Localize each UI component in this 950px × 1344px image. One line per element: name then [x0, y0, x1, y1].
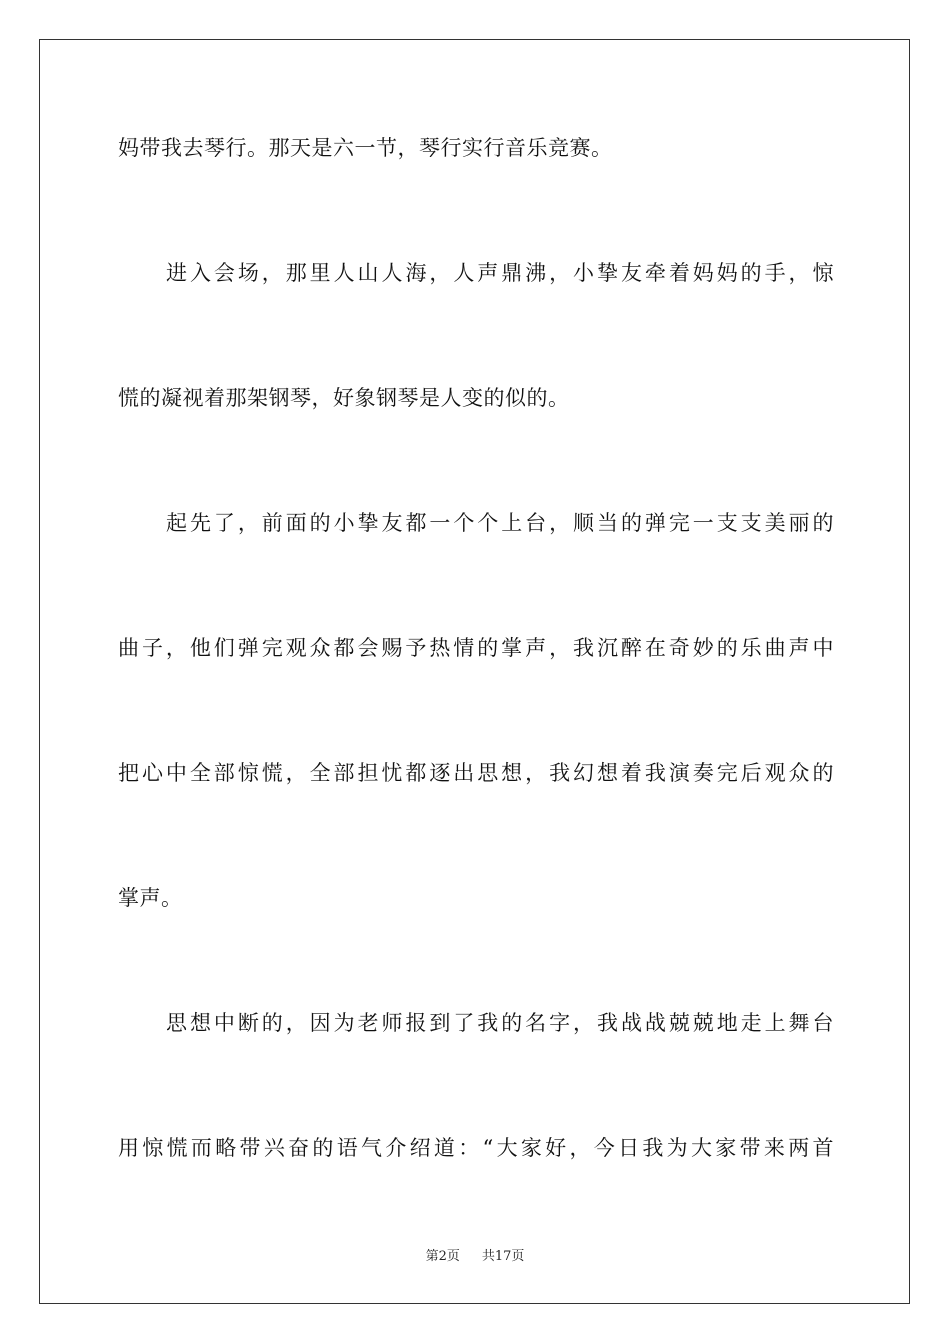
text-line-5: 曲子，他们弹完观众都会赐予热情的掌声，我沉醉在奇妙的乐曲声中 — [118, 636, 834, 660]
text-line-8: 思想中断的，因为老师报到了我的名字，我战战兢兢地走上舞台 — [166, 1011, 834, 1035]
page-footer — [0, 1248, 950, 1266]
text-line-9: 用惊慌而略带兴奋的语气介绍道：“大家好，今日我为大家带来两首 — [118, 1136, 834, 1160]
text-line-6: 把心中全部惊慌，全部担忧都逐出思想，我幻想着我演奏完后观众的 — [118, 761, 834, 785]
text-line-7: 掌声。 — [118, 886, 183, 910]
text-line-3: 慌的凝视着那架钢琴，好象钢琴是人变的似的。 — [118, 386, 570, 410]
page-total: 共17页 — [481, 1249, 525, 1264]
text-line-2: 进入会场，那里人山人海，人声鼎沸，小挚友牵着妈妈的手，惊 — [166, 261, 834, 285]
page-number: 第2页 — [425, 1249, 460, 1264]
text-line-1: 妈带我去琴行。那天是六一节，琴行实行音乐竞赛。 — [118, 136, 613, 160]
page-frame — [39, 39, 910, 1304]
text-line-4: 起先了，前面的小挚友都一个个上台，顺当的弹完一支支美丽的 — [166, 511, 834, 535]
